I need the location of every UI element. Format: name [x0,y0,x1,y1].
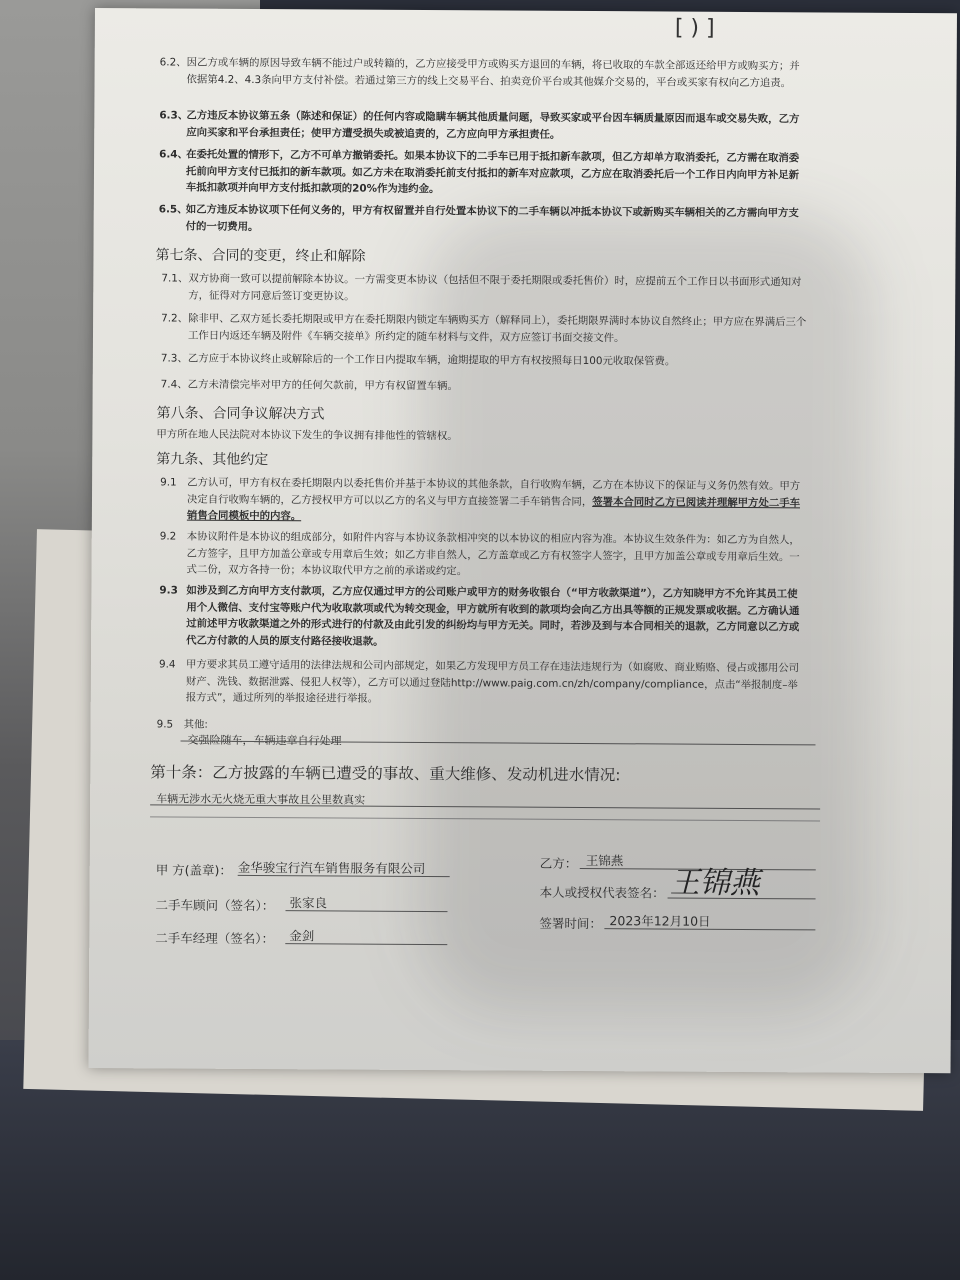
underline [285,910,447,912]
clause-number: 7.3、 [160,352,188,365]
section-10-title: 第十条：乙方披露的车辆已遭受的事故、重大维修、发动机进水情况: [150,763,621,785]
rep-label: 本人或授权代表签名： [539,884,665,901]
clause-7-1 [161,270,821,308]
clause-text [187,475,807,528]
underline [604,928,815,930]
clause-text-emphasis: 签署本合同时乙方已阅读并理解甲方处二手车销售合同模板中的内容。 [186,495,801,523]
clause-9-5 [156,716,816,756]
clause-7-2 [161,310,821,348]
clause-7-4 [161,376,821,398]
manager-label: 二手车经理（签名）： [155,930,275,947]
clause-number: 6.5、 [158,203,188,216]
clause-text: 如涉及到乙方向甲方支付款项，乙方应仅通过甲方的公司账户或甲方的财务收银台（“甲方收款渠道”），乙方知晓甲方不允许其员工使用个人微信、支付宝等账户代为收取款项或代为转交现金，甲方就所有收到的款项均会向乙方出具等额的正规发票或收据。乙方确认通过前述甲方收款渠道之外的形式进行的付款及由此引发的纠纷均与甲方无关。同时，若涉及到与本合同相关的退款，乙方同意以乙方或代乙方付款的人员的原支付路径接收退款。 [186,584,800,648]
clause-number: 7.4、 [160,378,188,391]
top-pen-marks: [ ) ] [674,15,715,41]
clause-number: 9.4 [158,658,176,671]
clause-number: 9.1 [160,476,177,489]
clause-7-3 [161,350,821,372]
handwritten-signature: 王锦燕 [669,865,760,902]
clause-number: 9.2 [159,530,177,543]
clause-text: 本协议附件是本协议的组成部分，如附件内容与本协议条款相冲突的以本协议的相应内容为准。本协议生效条件为：如乙方为自然人，乙方签字，且甲方加盖公章或专用章后生效；如乙方非自然人，乙方盖章或乙方有权签字人签字，且甲方加盖公章或专用章后生效。一式二份，双方各持一份；本协议取代甲方之前的承诺或约定。 [186,530,800,578]
clause-text: 甲方要求其员工遵守适用的法律法规和公司内部规定，如果乙方发现甲方员工存在违法违规行为（如腐败、商业贿赂、侵占或挪用公司财产、洗钱、数据泄露、侵犯人权等），乙方可以通过登陆http://www.paig.com.cn/zh/company/compliance，点击“举报制度–举报方式”，通过所列的举报途径进行举报。 [185,658,800,705]
section-10-value: 车辆无涉水无火烧无重大事故且公里数真实 [156,792,366,807]
advisor-value: 张家良 [289,895,328,911]
party-a-label: 甲 方(盖章)： [155,862,233,878]
party-a-value: 金华骏宝行汽车销售服务有限公司 [237,859,426,877]
clause-text: 双方协商一致可以提前解除本协议。一方需变更本协议（包括但不限于委托期限或委托售价）时，应提前五个工作日以书面形式通知对方，征得对方同意后签订变更协议。 [188,272,802,303]
clause-number: 7.1、 [161,272,189,285]
clause-9-2 [160,528,820,582]
clause-9-1 [160,474,820,528]
section-9-title: 第九条、其他约定 [156,451,269,469]
clause-6-3 [159,107,819,145]
clause-text: 因乙方或车辆的原因导致车辆不能过户或转籍的，乙方应接受甲方或购买方退回的车辆，将已收取的车款全部返还给甲方或购买方；并依据第4.2、4.3条向甲方支付补偿。若通过第三方的线上交易平台、拍卖竞价平台或其他媒介交易的，平台或买家有权向乙方追责。 [186,56,800,89]
party-b-value: 王锦燕 [585,853,624,869]
clause-text: 乙方违反本协议第五条（陈述和保证）的任何内容或隐瞒车辆其他质量问题，导致买家或平台因车辆质量原因而退车或交易失败，乙方应向买家和平台承担责任；使甲方遭受损失或被追责的，乙方应向甲方承担责任。 [186,109,800,141]
clause-number: 6.3、 [159,109,189,122]
clause-9-4 [159,656,819,710]
manager-value: 金剑 [289,928,315,944]
clause-text-plain: 乙方认可，甲方有权在委托期限内以委托售价并基于本协议的其他条款，自行收购车辆，乙方在本协议下的保证与义务仍然有效。甲方决定自行收购车辆的，乙方授权甲方可以以乙方的名义与甲方直接签署二手车销售合同， [186,476,801,508]
clause-value: 交强险随车，车辆违章自行处理 [187,733,342,748]
contract-page [89,8,957,1073]
clause-label: 其他: [183,718,208,731]
clause-text: 乙方应于本协议终止或解除后的一个工作日内提取车辆，逾期提取的甲方有权按照每日100元收取保管费。 [187,352,676,368]
date-label: 签署时间： [539,915,602,932]
advisor-label: 二手车顾问（签名）： [155,897,275,914]
underline [285,943,447,945]
clause-text: 乙方未清偿完毕对甲方的任何欠款前，甲方有权留置车辆。 [187,378,458,393]
underline [150,816,820,821]
section-7-title: 第七条、合同的变更，终止和解除 [155,247,366,265]
clause-number: 7.2、 [161,312,189,325]
clause-6-4 [159,146,819,200]
clause-text: 除非甲、乙双方延长委托期限或甲方在委托期限内锁定车辆购买方（解释同上），委托期限界满时本协议自然终止；甲方应在界满后三个工作日内返还车辆及附件《车辆交接单》所约定的随车材料与文件，双方应签订书面交接文件。 [187,312,807,344]
clause-number: 6.4、 [159,148,188,161]
clause-9-3 [159,582,819,652]
clause-text: 如乙方违反本协议项下任何义务的，甲方有权留置并自行处置本协议下的二手车辆以冲抵本协议下或新购买车辆相关的乙方需向甲方支付的一切费用。 [185,203,799,233]
clause-6-2 [159,54,819,108]
party-b-label: 乙方： [539,855,578,871]
clause-6-5 [159,201,819,239]
clause-number: 9.3 [159,584,178,597]
clause-number: 6.2、 [159,56,187,69]
section-8-text: 甲方所在地人民法院对本协议下发生的争议拥有排他性的管辖权。 [156,428,458,443]
underline [238,875,450,877]
clause-number: 9.5 [156,718,174,731]
section-8-title: 第八条、合同争议解决方式 [156,405,325,423]
clause-text: 在委托处置的情形下，乙方不可单方撤销委托。如果本协议下的二手车已用于抵扣新车款项，但乙方却单方取消委托，乙方需在取消委托前向甲方支付已抵扣的新车款项。如乙方未在取消委托前支付抵扣的新车对应款项，乙方应在取消委托后一个工作日内向甲方补足新车抵扣款项并向甲方支付抵扣款项的20%作为违约金。 [185,148,800,196]
date-value: 2023年12月10日 [609,913,711,929]
